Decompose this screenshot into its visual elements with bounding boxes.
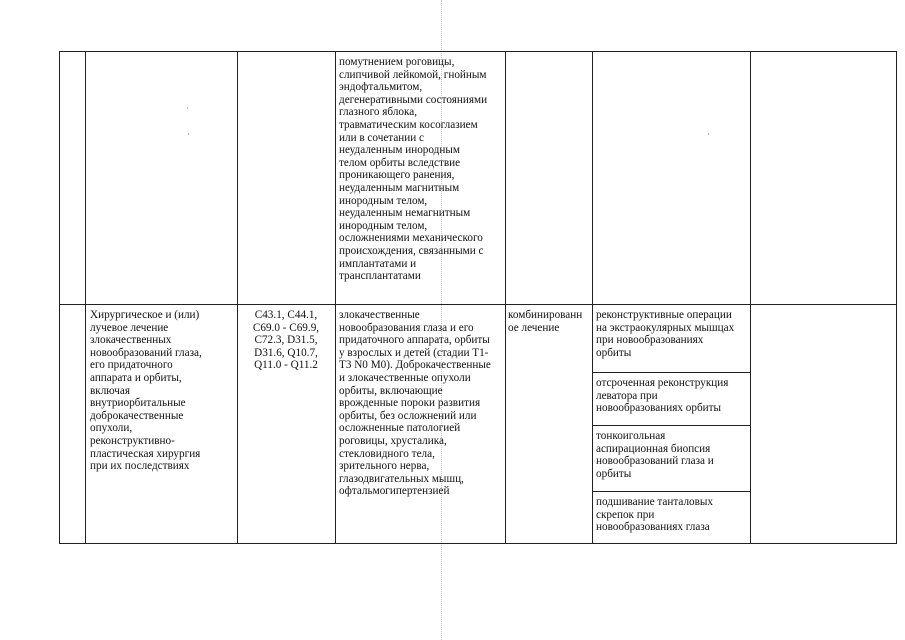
col-border: [750, 51, 751, 544]
col-border: [59, 51, 60, 544]
row-divider: [59, 304, 897, 305]
scan-speck: ·: [186, 103, 189, 113]
treatment-type: комбинированн ое лечение: [508, 309, 583, 334]
medical-care-table: [59, 51, 897, 544]
method-divider: [592, 425, 750, 426]
icd-codes: C43.1, C44.1, C69.0 - C69.9, C72.3, D31.5, D31.6, Q10.7, Q11.0 - Q11.2: [252, 309, 320, 372]
diagnosis-continuation: помутнением роговицы, слипчивой лейкомой, гнойным эндофтальмитом, дегенеративными состояниями глазного яблока, травматическим косоглазием или в сочетании с неудаленным инородным телом орбиты вследствие проникающего ранения, неудаленным магнитным инородным телом, неудаленным немагнитным инородным телом, осложнениями механического происхождения, связанными с имплантатами и трансплантатами: [339, 56, 488, 283]
col-border: [505, 51, 506, 544]
method-item: подшивание танталовых скрепок при новообразованиях глаза: [596, 496, 714, 534]
method-item: реконструктивные операции на экстраокулярных мышцах при новообразованиях орбиты: [596, 309, 735, 359]
col-border: [592, 51, 593, 544]
method-item: отсроченная реконструкция леватора при новообразованиях орбиты: [596, 377, 729, 415]
care-type: Хирургическое и (или) лучевое лечение злокачественных новообразований глаза, его придаточного аппарата и орбиты, включая внутриорбитальные доброкачественные опухоли, реконструктивно- пластическая хирургия при их последствиях: [90, 309, 202, 473]
scan-speck: ·: [707, 129, 710, 139]
col-border: [85, 51, 86, 544]
scan-speck: ·: [187, 129, 190, 139]
diagnosis: злокачественные новообразования глаза и его придаточного аппарата, орбиты у взрослых и детей (стадии T1- T3 N0 M0). Доброкачественные и злокачественные опухоли орбиты, включающие врожденные пороки развития орбиты, без осложнений или осложненные патологией роговицы, хрусталика, стекловидного тела, зрительного нерва, глазодвигательных мышц, офтальмогипертензией: [339, 309, 491, 498]
col-border: [237, 51, 238, 544]
col-border: [896, 51, 897, 544]
table-bottom-border: [59, 543, 897, 544]
method-divider: [592, 372, 750, 373]
method-divider: [592, 491, 750, 492]
method-item: тонкоигольная аспирационная биопсия новообразований глаза и орбиты: [596, 430, 714, 480]
col-border: [335, 51, 336, 544]
table-top-border: [59, 51, 897, 52]
